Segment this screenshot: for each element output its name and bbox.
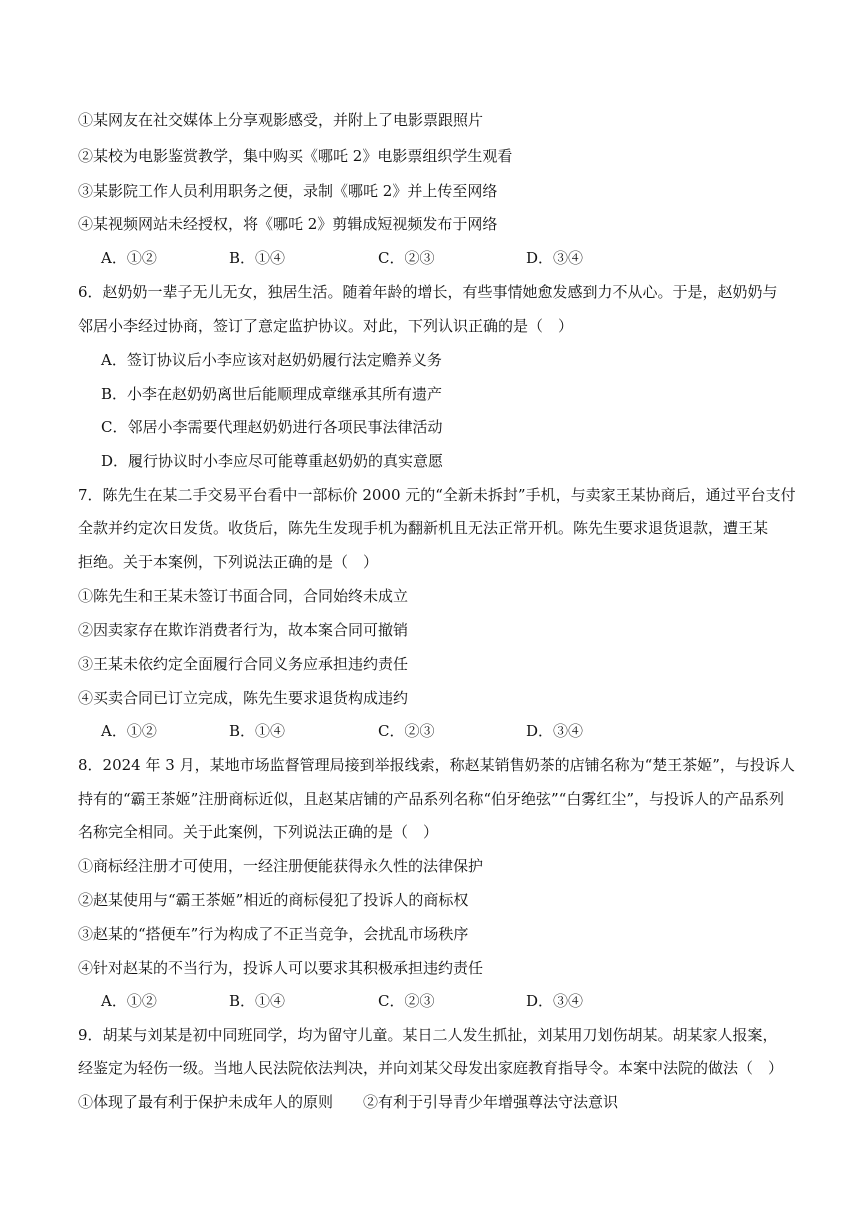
q8-option-c[interactable]: C．②③: [378, 992, 435, 1010]
q8-option-d[interactable]: D．③④: [526, 992, 584, 1010]
q7-item-3: ③王某未依约定全面履行合同义务应承担违约责任: [78, 655, 409, 673]
q7-item-2: ②因卖家存在欺诈消费者行为，故本案合同可撤销: [78, 621, 409, 639]
q5-item-2: ②某校为电影鉴赏教学，集中购买《哪吒 2》电影票组织学生观看: [78, 147, 513, 165]
q5-option-c[interactable]: C．②③: [378, 249, 435, 267]
q8-item-2: ②赵某使用与“霸王茶姬”相近的商标侵犯了投诉人的商标权: [78, 891, 469, 909]
q6-choice-d[interactable]: D．履行协议时小李应尽可能尊重赵奶奶的真实意愿: [101, 452, 444, 470]
q5-item-1: ①某网友在社交媒体上分享观影感受，并附上了电影票跟照片: [78, 111, 484, 129]
q5-item-4: ④某视频网站未经授权，将《哪吒 2》剪辑成短视频发布于网络: [78, 215, 498, 233]
q7-option-c[interactable]: C．②③: [378, 722, 435, 740]
q6-choice-a[interactable]: A．签订协议后小李应该对赵奶奶履行法定赡养义务: [101, 351, 442, 369]
q7-options: [101, 721, 821, 741]
q5-option-b[interactable]: B．①④: [229, 249, 286, 267]
q7-stem-line-2: 全款并约定次日发货。收货后，陈先生发现手机为翻新机且无法正常开机。陈先生要求退货退款，遭王某: [78, 519, 769, 537]
q5-option-d[interactable]: D．③④: [526, 249, 584, 267]
q7-item-4: ④买卖合同已订立完成，陈先生要求退货构成违约: [78, 689, 409, 707]
q9-stem-line-1: 9．胡某与刘某是初中同班同学，均为留守儿童。某日二人发生抓扯，刘某用刀划伤胡某。胡某家人报案，: [78, 1026, 778, 1044]
q7-option-b[interactable]: B．①④: [229, 722, 286, 740]
q7-option-a[interactable]: A．①②: [101, 722, 157, 740]
q8-item-4: ④针对赵某的不当行为，投诉人可以要求其积极承担违约责任: [78, 959, 484, 977]
q6-choice-b[interactable]: B．小李在赵奶奶离世后能顺理成章继承其所有遗产: [101, 385, 443, 403]
q8-item-3: ③赵某的“搭便车”行为构成了不正当竞争，会扰乱市场秩序: [78, 925, 469, 943]
q7-stem-line-1: 7．陈先生在某二手交易平台看中一部标价 2000 元的“全新未拆封”手机，与卖家王某协商后，通过平台支付: [78, 486, 796, 504]
q6-stem-line-2: 邻居小李经过协商，签订了意定监护协议。对此，下列认识正确的是（ ）: [78, 317, 574, 335]
q8-option-b[interactable]: B．①④: [229, 992, 286, 1010]
q8-stem-line-2: 持有的“霸王茶姬”注册商标近似，且赵某店铺的产品系列名称“伯牙绝弦”“白雾红尘”，与投诉人的产品系列: [78, 790, 785, 808]
q9-items-row-1: ①体现了最有利于保护未成年人的原则 ②有利于引导青少年增强尊法守法意识: [78, 1093, 619, 1111]
q8-stem-line-3: 名称完全相同。关于此案例，下列说法正确的是（ ）: [78, 823, 439, 841]
q5-item-3: ③某影院工作人员利用职务之便，录制《哪吒 2》并上传至网络: [78, 182, 498, 200]
q7-option-d[interactable]: D．③④: [526, 722, 584, 740]
q8-option-a[interactable]: A．①②: [101, 992, 157, 1010]
q7-stem-line-3: 拒绝。关于本案例，下列说法正确的是（ ）: [78, 553, 379, 571]
q8-stem-line-1: 8．2024 年 3 月，某地市场监督管理局接到举报线索，称赵某销售奶茶的店铺名称为“楚王茶姬”，与投诉人: [78, 756, 795, 774]
q8-options: [101, 991, 821, 1011]
q5-options: [101, 248, 821, 268]
q5-option-a[interactable]: A．①②: [101, 249, 157, 267]
q8-item-1: ①商标经注册才可使用，一经注册便能获得永久性的法律保护: [78, 857, 484, 875]
q6-stem-line-1: 6．赵奶奶一辈子无儿无女，独居生活。随着年龄的增长，有些事情她愈发感到力不从心。于是，赵奶奶与: [78, 283, 778, 301]
q9-stem-line-2: 经鉴定为轻伤一级。当地人民法院依法判决，并向刘某父母发出家庭教育指导令。本案中法院的做法（ ）: [78, 1059, 784, 1077]
q6-choice-c[interactable]: C．邻居小李需要代理赵奶奶进行各项民事法律活动: [101, 418, 443, 436]
q7-item-1: ①陈先生和王某未签订书面合同，合同始终未成立: [78, 587, 409, 605]
